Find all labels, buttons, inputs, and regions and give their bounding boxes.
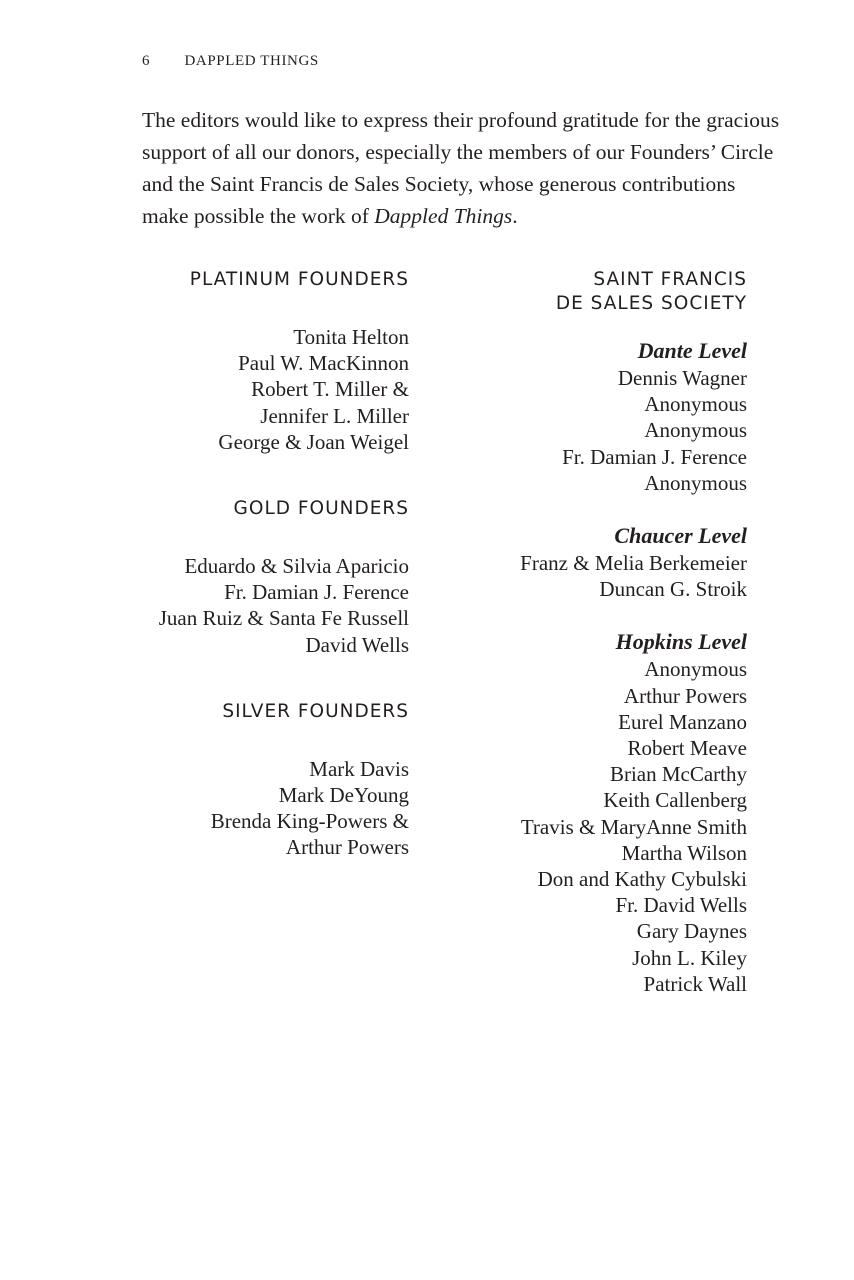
donor-name: Arthur Powers [623, 683, 747, 708]
spacer [89, 521, 409, 553]
intro-text-end: . [512, 204, 518, 228]
donor-name: Arthur Powers [285, 835, 409, 860]
donor-name: Mark DeYoung [278, 783, 409, 808]
donor-name: Patrick Wall [643, 971, 747, 996]
donor-name: Paul W. MacKinnon [238, 351, 409, 376]
donor-name: Duncan G. Stroik [599, 577, 747, 602]
spacer [427, 602, 747, 628]
founders-column [89, 268, 409, 861]
donor-name: Jennifer L. Miller [260, 403, 409, 428]
chaucer-level-list [427, 550, 747, 602]
donor-name: Fr. Damian J. Ference [224, 580, 409, 605]
society-heading-line2: DE SALES SOCIETY [555, 293, 747, 314]
society-heading [427, 268, 747, 316]
donor-name: Eduardo & Silvia Aparicio [184, 554, 409, 579]
donor-name: Anonymous [644, 418, 747, 443]
silver-founders-heading: SILVER FOUNDERS [222, 700, 409, 722]
spacer [427, 496, 747, 522]
dante-level-label: Dante Level [637, 338, 747, 363]
donor-name: Martha Wilson [621, 840, 747, 865]
donor-name: Brian McCarthy [609, 762, 747, 787]
donor-name: Fr. Damian J. Ference [562, 444, 747, 469]
page-number: 6 [142, 53, 151, 69]
spacer [89, 292, 409, 324]
donor-name: Robert Meave [627, 736, 747, 761]
journal-title: DAPPLED THINGS [184, 53, 319, 69]
chaucer-level-label: Chaucer Level [614, 523, 747, 549]
donor-name: Anonymous [644, 392, 747, 417]
donor-name: Keith Callenberg [603, 788, 747, 813]
donor-name: Don and Kathy Cybulski [537, 867, 747, 892]
donor-name: Eurel Manzano [618, 709, 747, 734]
donor-name: George & Joan Weigel [218, 429, 409, 454]
donor-name: Fr. David Wells [615, 893, 747, 918]
journal-name-italic: Dappled Things [374, 204, 513, 228]
donor-name: Anonymous [644, 657, 747, 682]
society-column [427, 268, 747, 997]
silver-founders-list [89, 756, 409, 861]
spacer [89, 724, 409, 756]
donor-name: Brenda King-Powers & [210, 809, 409, 834]
donor-name: Robert T. Miller & [251, 377, 409, 402]
gold-founders-list [89, 553, 409, 658]
donor-name: David Wells [305, 632, 409, 657]
spacer [427, 316, 747, 337]
donor-name: Dennis Wagner [617, 366, 747, 390]
intro-paragraph [142, 104, 782, 232]
gold-founders-heading: GOLD FOUNDERS [233, 498, 409, 520]
donor-name: Mark Davis [309, 756, 409, 781]
spacer [89, 455, 409, 497]
platinum-founders-heading: PLATINUM FOUNDERS [189, 269, 409, 290]
platinum-founders-list [89, 324, 409, 455]
hopkins-level-label: Hopkins Level [615, 629, 747, 655]
donor-name: Anonymous [644, 470, 747, 495]
running-head [142, 53, 319, 70]
intro-text: The editors would like to express their profound gratitude for the gracious support of all our donors, especially the members of our Founders’ Circle and the Saint Francis de Sales Society, whose generous contributions make possible the work of [142, 108, 780, 228]
donor-name: Tonita Helton [293, 325, 409, 349]
donor-name: Franz & Melia Berkemeier [520, 551, 747, 576]
donor-name: Travis & MaryAnne Smith [520, 814, 747, 839]
donor-name: John L. Kiley [632, 945, 747, 970]
hopkins-level-list [427, 656, 747, 997]
society-heading-line1: SAINT FRANCIS [593, 269, 747, 290]
spacer [89, 658, 409, 700]
donor-name: Gary Daynes [636, 919, 747, 944]
donor-name: Juan Ruiz & Santa Fe Russell [158, 606, 409, 631]
dante-level-list [427, 365, 747, 496]
